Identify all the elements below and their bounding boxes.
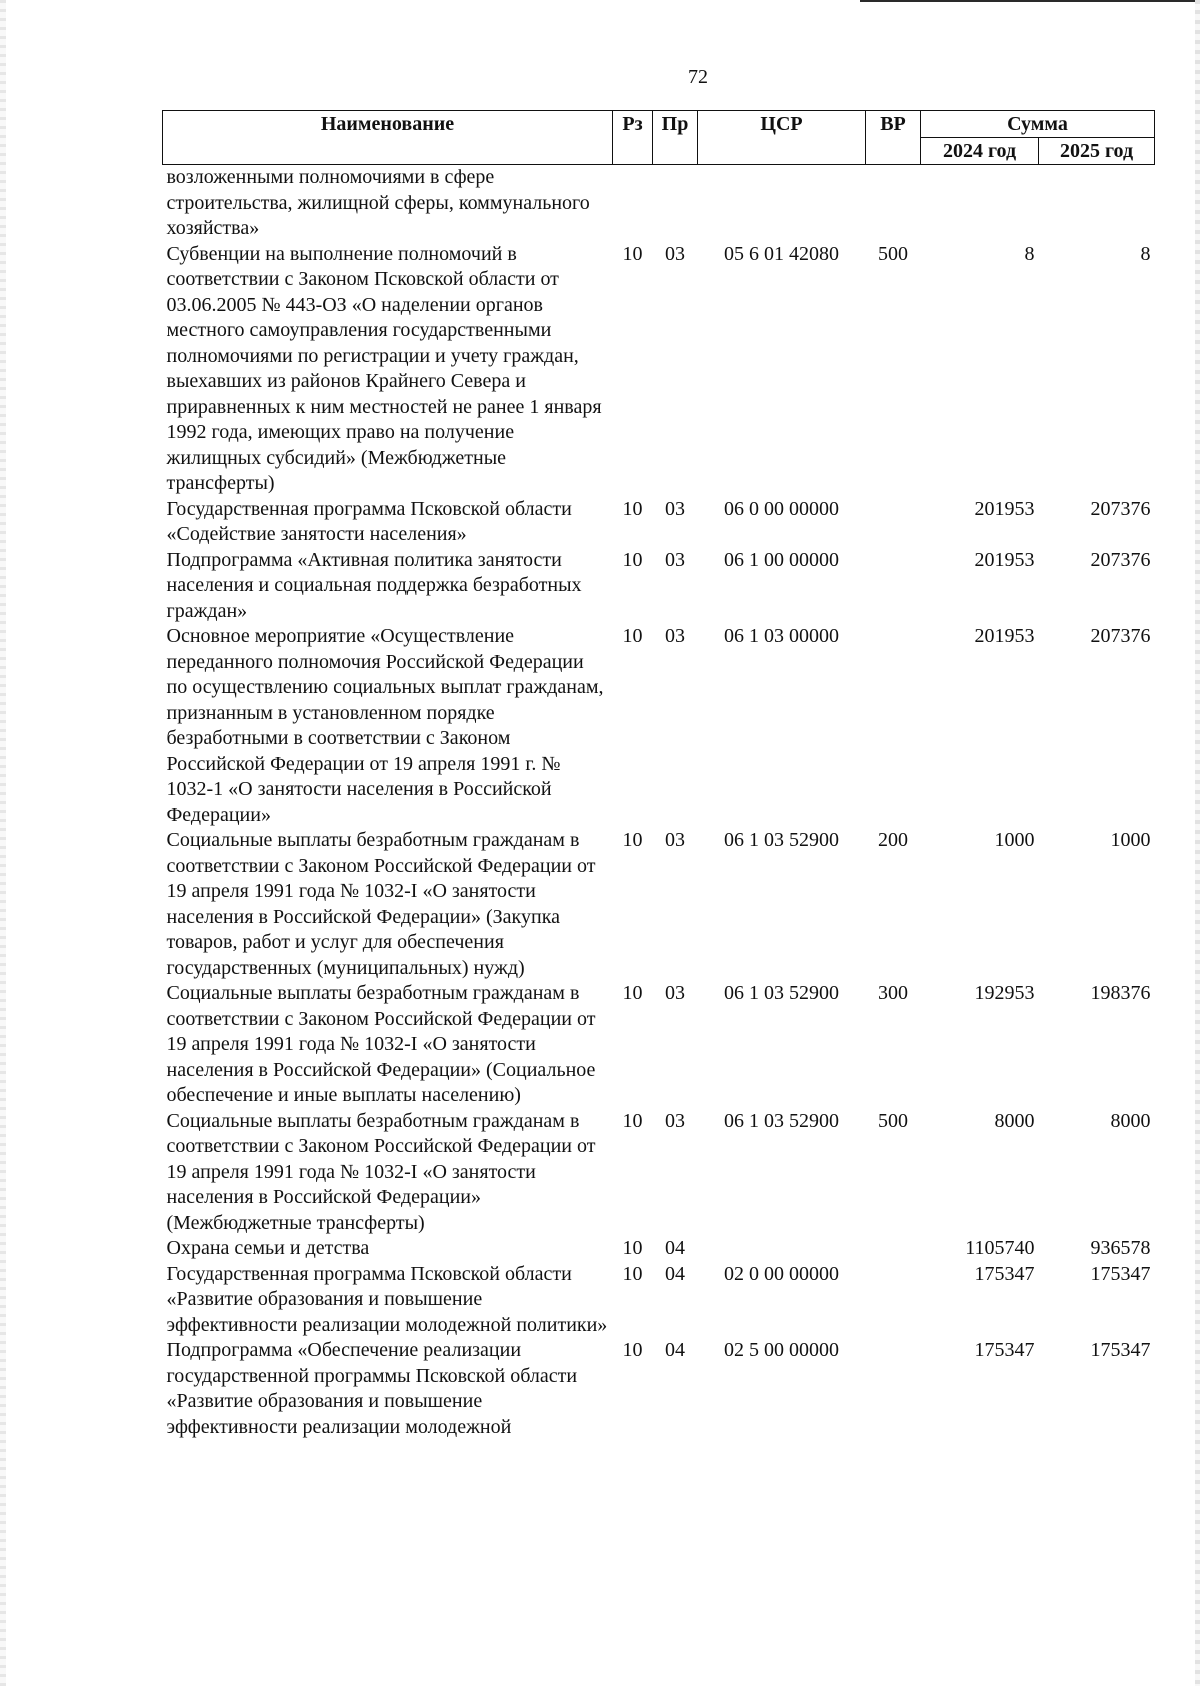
row-csr [698, 165, 866, 242]
row-rz [613, 165, 653, 242]
row-pr: 04 [665, 1262, 685, 1285]
row-sum-2024: 192953 [974, 982, 1035, 1004]
row-pr: 03 [665, 1109, 685, 1132]
row-pr: 03 [665, 497, 685, 520]
row-sum-2024: 1105740 [965, 1237, 1035, 1259]
header-rz: Рз [613, 111, 653, 165]
row-pr: 03 [665, 242, 685, 265]
row-sum-2024: 8000 [994, 1109, 1035, 1132]
table-header [163, 111, 1155, 165]
row-name: Социальные выплаты безработным гражданам в соответствии с Законом Российской Федерации от 19 апреля 1991 года № 1032-I «О занятости населения в Российской Федерации» (Межбюджетные трансферты) [166, 1109, 596, 1234]
row-sum-2025: 207376 [1090, 548, 1151, 571]
row-vr [866, 1236, 921, 1262]
row-pr [653, 165, 698, 242]
page-number: 72 [688, 66, 708, 88]
row-sum-2024: 201953 [974, 625, 1035, 647]
row-rz: 10 [622, 548, 643, 571]
row-vr: 500 [878, 242, 908, 265]
row-sum-2025: 8 [1140, 242, 1151, 265]
row-sum-2025: 936578 [1090, 1237, 1151, 1259]
row-sum-2025 [1039, 165, 1155, 242]
row-rz: 10 [622, 1109, 643, 1132]
row-name: Социальные выплаты безработным гражданам в соответствии с Законом Российской Федерации от 19 апреля 1991 года № 1032-I «О занятости населения в Российской Федерации» (Социальное обеспечение и иные выплаты населению) [166, 982, 596, 1106]
header-name: Наименование [163, 111, 613, 165]
row-rz: 10 [622, 497, 643, 520]
table-row [163, 828, 1155, 981]
row-name: Основное мероприятие «Осуществление переданного полномочия Российской Федерации по осуществлению социальных выплат гражданам, признанным в установленном порядке безработными в соответствии с Законом Российской Федерации от 19 апреля 1991 г. № 1032-1 «О занятости населения в Российской Федерации» [166, 625, 604, 826]
row-vr [866, 1262, 921, 1339]
row-vr [866, 165, 921, 242]
table-row [163, 981, 1155, 1109]
row-name: Подпрограмма «Активная политика занятости населения и социальная поддержка безработных граждан» [166, 548, 582, 622]
row-name: Социальные выплаты безработным гражданам в соответствии с Законом Российской Федерации от 19 апреля 1991 года № 1032-I «О занятости населения в Российской Федерации» (Закупка товаров, работ и услуг для обеспечения государственных (муниципальных) нужд) [166, 829, 596, 979]
table-row [163, 497, 1155, 548]
table-row [163, 242, 1155, 497]
row-rz: 10 [622, 1262, 643, 1285]
row-rz: 10 [622, 242, 643, 265]
table-row [163, 1109, 1155, 1237]
table-row [163, 624, 1155, 828]
row-sum-2025: 207376 [1090, 625, 1151, 647]
row-pr: 03 [665, 625, 685, 647]
row-sum-2024: 8 [1024, 242, 1035, 265]
row-vr [866, 624, 921, 828]
header-sum: Сумма [921, 111, 1155, 138]
row-sum-2025: 175347 [1090, 1339, 1151, 1361]
row-csr: 02 5 00 00000 [724, 1339, 839, 1361]
row-csr: 05 6 01 42080 [724, 242, 839, 265]
row-sum-2024: 1000 [994, 829, 1035, 851]
header-csr: ЦСР [698, 111, 866, 165]
row-pr: 03 [665, 982, 685, 1004]
row-rz: 10 [622, 1339, 643, 1361]
row-csr: 06 1 03 52900 [724, 1109, 839, 1132]
row-vr: 200 [878, 829, 908, 851]
scan-edge-top [860, 0, 1200, 2]
row-csr [698, 1236, 866, 1262]
table-row [163, 165, 1155, 242]
row-sum-2024: 201953 [974, 497, 1035, 520]
row-sum-2024: 175347 [974, 1339, 1035, 1361]
header-vr: ВР [866, 111, 921, 165]
table-row [163, 548, 1155, 625]
row-rz: 10 [622, 1237, 643, 1259]
row-sum-2024: 201953 [974, 548, 1035, 571]
row-csr: 06 1 03 52900 [724, 829, 839, 851]
header-pr: Пр [653, 111, 698, 165]
row-pr: 04 [665, 1237, 685, 1259]
scan-edge-left [0, 0, 6, 1686]
row-name: Подпрограмма «Обеспечение реализации государственной программы Псковской области «Развитие образования и повышение эффективности реализации молодежной [166, 1339, 578, 1438]
header-year-2025: 2025 год [1039, 138, 1155, 165]
row-vr: 300 [878, 982, 908, 1004]
row-csr: 06 1 03 52900 [724, 982, 839, 1004]
table-body [163, 165, 1155, 1441]
row-sum-2025: 8000 [1110, 1109, 1151, 1132]
row-sum-2024: 175347 [974, 1262, 1035, 1285]
row-vr [866, 497, 921, 548]
row-csr: 06 1 03 00000 [724, 625, 839, 647]
row-vr [866, 1338, 921, 1440]
row-pr: 04 [665, 1339, 685, 1361]
row-csr: 02 0 00 00000 [724, 1262, 839, 1285]
table-row [163, 1338, 1155, 1440]
row-name: Государственная программа Псковской области «Содействие занятости населения» [166, 497, 572, 545]
row-rz: 10 [622, 982, 643, 1004]
row-pr: 03 [665, 548, 685, 571]
header-year-2024: 2024 год [921, 138, 1039, 165]
row-sum-2025: 198376 [1090, 982, 1151, 1004]
row-vr: 500 [878, 1109, 908, 1132]
scan-edge-right [1195, 0, 1200, 1686]
row-name: Субвенции на выполнение полномочий в соответствии с Законом Псковской области от 03.06.2005 № 443-ОЗ «О наделении органов местного самоуправления государственными полномочиями по регистрации и учету граждан, выехавших из районов Крайнего Севера и приравненных к ним местностей не ранее 1 января 1992 года, имеющих право на получение жилищных субсидий» (Межбюджетные трансферты) [166, 242, 602, 494]
table-row [163, 1236, 1155, 1262]
row-rz: 10 [622, 625, 643, 647]
budget-table [162, 110, 1155, 1440]
table-row [163, 1262, 1155, 1339]
row-sum-2025: 175347 [1090, 1262, 1151, 1285]
row-csr: 06 0 00 00000 [724, 497, 839, 520]
row-sum-2024 [921, 165, 1039, 242]
row-sum-2025: 1000 [1110, 829, 1151, 851]
row-pr: 03 [665, 829, 685, 851]
row-vr [866, 548, 921, 625]
row-sum-2025: 207376 [1090, 497, 1151, 520]
row-name: возложенными полномочиями в сфере строительства, жилищной сферы, коммунального хозяйства» [166, 166, 590, 239]
row-name: Государственная программа Псковской области «Развитие образования и повышение эффективности реализации молодежной политики» [166, 1262, 608, 1336]
row-name: Охрана семьи и детства [166, 1237, 370, 1259]
row-rz: 10 [622, 829, 643, 851]
row-csr: 06 1 00 00000 [724, 548, 839, 571]
